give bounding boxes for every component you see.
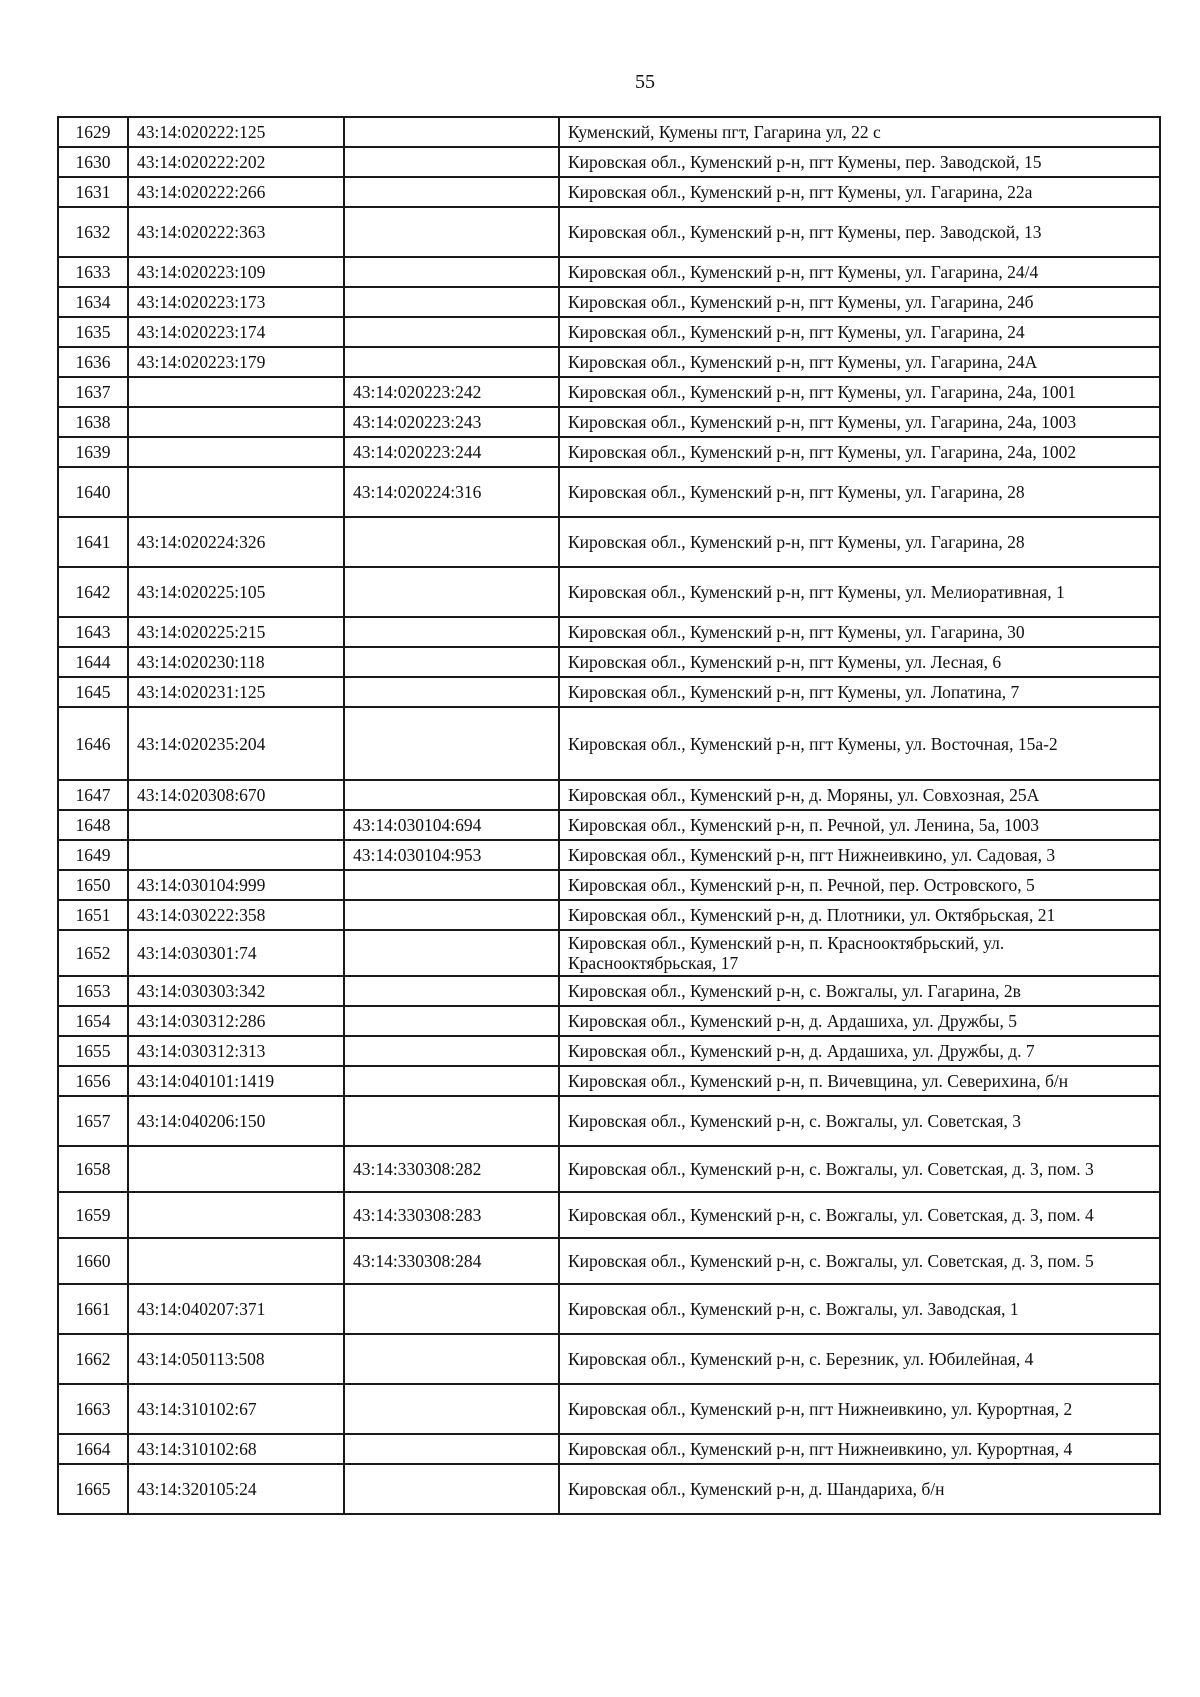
cadastral-number-cell bbox=[128, 840, 344, 870]
premises-cadastral-number-cell bbox=[344, 1036, 559, 1066]
address-cell: Кировская обл., Куменский р-н, с. Вожгалы, ул. Гагарина, 2в bbox=[559, 976, 1160, 1006]
table-row bbox=[58, 900, 1160, 930]
premises-cadastral-number-cell bbox=[344, 1464, 559, 1514]
row-number-cell: 1640 bbox=[58, 467, 128, 517]
cadastral-number-cell: 43:14:030312:286 bbox=[128, 1006, 344, 1036]
page-number: 55 bbox=[635, 71, 655, 93]
address-cell: Кировская обл., Куменский р-н, п. Вичевщина, ул. Северихина, б/н bbox=[559, 1066, 1160, 1096]
premises-cadastral-number-cell bbox=[344, 976, 559, 1006]
table-row bbox=[58, 207, 1160, 257]
premises-cadastral-number-cell bbox=[344, 147, 559, 177]
table-row bbox=[58, 147, 1160, 177]
premises-cadastral-number-cell bbox=[344, 870, 559, 900]
row-number-cell: 1630 bbox=[58, 147, 128, 177]
table-row bbox=[58, 647, 1160, 677]
premises-cadastral-number-cell bbox=[344, 207, 559, 257]
address-cell: Кировская обл., Куменский р-н, с. Березник, ул. Юбилейная, 4 bbox=[559, 1334, 1160, 1384]
address-cell: Кировская обл., Куменский р-н, пгт Нижнеивкино, ул. Курортная, 2 bbox=[559, 1384, 1160, 1434]
premises-cadastral-number-cell bbox=[344, 677, 559, 707]
premises-cadastral-number-cell bbox=[344, 1284, 559, 1334]
address-cell: Кировская обл., Куменский р-н, пгт Кумены, пер. Заводской, 13 bbox=[559, 207, 1160, 257]
table-row bbox=[58, 517, 1160, 567]
cadastral-number-cell: 43:14:310102:68 bbox=[128, 1434, 344, 1464]
premises-cadastral-number-cell bbox=[344, 930, 559, 976]
cadastral-number-cell bbox=[128, 377, 344, 407]
table-row bbox=[58, 1434, 1160, 1464]
row-number-cell: 1648 bbox=[58, 810, 128, 840]
table-row bbox=[58, 317, 1160, 347]
cadastral-number-cell: 43:14:030222:358 bbox=[128, 900, 344, 930]
table-row bbox=[58, 810, 1160, 840]
address-cell: Кировская обл., Куменский р-н, пгт Кумены, ул. Гагарина, 24 bbox=[559, 317, 1160, 347]
address-cell: Кировская обл., Куменский р-н, пгт Кумены, ул. Гагарина, 24а, 1003 bbox=[559, 407, 1160, 437]
premises-cadastral-number-cell bbox=[344, 1006, 559, 1036]
address-cell: Кировская обл., Куменский р-н, п. Речной, пер. Островского, 5 bbox=[559, 870, 1160, 900]
cadastral-number-cell: 43:14:030301:74 bbox=[128, 930, 344, 976]
premises-cadastral-number-cell bbox=[344, 517, 559, 567]
table-row bbox=[58, 1192, 1160, 1238]
row-number-cell: 1657 bbox=[58, 1096, 128, 1146]
address-cell: Кировская обл., Куменский р-н, пгт Кумены, ул. Гагарина, 22а bbox=[559, 177, 1160, 207]
cadastral-number-cell: 43:14:020223:173 bbox=[128, 287, 344, 317]
table-row bbox=[58, 677, 1160, 707]
row-number-cell: 1635 bbox=[58, 317, 128, 347]
premises-cadastral-number-cell bbox=[344, 567, 559, 617]
table-row bbox=[58, 930, 1160, 976]
row-number-cell: 1656 bbox=[58, 1066, 128, 1096]
premises-cadastral-number-cell bbox=[344, 707, 559, 780]
cadastral-number-cell: 43:14:020222:266 bbox=[128, 177, 344, 207]
cadastral-number-cell bbox=[128, 407, 344, 437]
table-row bbox=[58, 707, 1160, 780]
table-row bbox=[58, 840, 1160, 870]
address-cell: Кировская обл., Куменский р-н, д. Ардашиха, ул. Дружбы, 5 bbox=[559, 1006, 1160, 1036]
address-cell: Кировская обл., Куменский р-н, пгт Кумены, ул. Гагарина, 28 bbox=[559, 517, 1160, 567]
row-number-cell: 1663 bbox=[58, 1384, 128, 1434]
premises-cadastral-number-cell: 43:14:330308:283 bbox=[344, 1192, 559, 1238]
cadastral-number-cell: 43:14:030312:313 bbox=[128, 1036, 344, 1066]
row-number-cell: 1655 bbox=[58, 1036, 128, 1066]
address-cell: Кировская обл., Куменский р-н, д. Моряны, ул. Совхозная, 25А bbox=[559, 780, 1160, 810]
table-row bbox=[58, 1006, 1160, 1036]
table-row bbox=[58, 1464, 1160, 1514]
table-row bbox=[58, 1066, 1160, 1096]
cadastral-number-cell: 43:14:020225:215 bbox=[128, 617, 344, 647]
premises-cadastral-number-cell bbox=[344, 287, 559, 317]
cadastral-number-cell: 43:14:020222:202 bbox=[128, 147, 344, 177]
address-cell: Кировская обл., Куменский р-н, пгт Кумены, пер. Заводской, 15 bbox=[559, 147, 1160, 177]
cadastral-number-cell bbox=[128, 1146, 344, 1192]
address-cell: Кировская обл., Куменский р-н, пгт Кумены, ул. Лопатина, 7 bbox=[559, 677, 1160, 707]
row-number-cell: 1636 bbox=[58, 347, 128, 377]
cadastral-number-cell: 43:14:030104:999 bbox=[128, 870, 344, 900]
cadastral-number-cell: 43:14:020235:204 bbox=[128, 707, 344, 780]
cadastral-number-cell: 43:14:320105:24 bbox=[128, 1464, 344, 1514]
table-row bbox=[58, 407, 1160, 437]
table-row bbox=[58, 1096, 1160, 1146]
premises-cadastral-number-cell: 43:14:030104:953 bbox=[344, 840, 559, 870]
premises-cadastral-number-cell bbox=[344, 1334, 559, 1384]
row-number-cell: 1638 bbox=[58, 407, 128, 437]
premises-cadastral-number-cell bbox=[344, 1066, 559, 1096]
address-cell: Кировская обл., Куменский р-н, д. Ардашиха, ул. Дружбы, д. 7 bbox=[559, 1036, 1160, 1066]
premises-cadastral-number-cell bbox=[344, 177, 559, 207]
row-number-cell: 1654 bbox=[58, 1006, 128, 1036]
address-cell: Кировская обл., Куменский р-н, п. Речной, ул. Ленина, 5а, 1003 bbox=[559, 810, 1160, 840]
row-number-cell: 1650 bbox=[58, 870, 128, 900]
row-number-cell: 1643 bbox=[58, 617, 128, 647]
row-number-cell: 1647 bbox=[58, 780, 128, 810]
address-cell: Кировская обл., Куменский р-н, с. Вожгалы, ул. Заводская, 1 bbox=[559, 1284, 1160, 1334]
table-row bbox=[58, 1146, 1160, 1192]
row-number-cell: 1642 bbox=[58, 567, 128, 617]
cadastral-number-cell: 43:14:020223:174 bbox=[128, 317, 344, 347]
premises-cadastral-number-cell bbox=[344, 780, 559, 810]
premises-cadastral-number-cell bbox=[344, 647, 559, 677]
address-cell: Кировская обл., Куменский р-н, пгт Кумены, ул. Гагарина, 28 bbox=[559, 467, 1160, 517]
cadastral-number-cell: 43:14:020308:670 bbox=[128, 780, 344, 810]
table-row bbox=[58, 1238, 1160, 1284]
cadastral-number-cell: 43:14:050113:508 bbox=[128, 1334, 344, 1384]
premises-cadastral-number-cell: 43:14:330308:284 bbox=[344, 1238, 559, 1284]
table-body bbox=[58, 117, 1160, 1514]
row-number-cell: 1641 bbox=[58, 517, 128, 567]
address-cell: Кировская обл., Куменский р-н, с. Вожгалы, ул. Советская, д. 3, пом. 3 bbox=[559, 1146, 1160, 1192]
address-cell: Кировская обл., Куменский р-н, пгт Кумены, ул. Лесная, 6 bbox=[559, 647, 1160, 677]
row-number-cell: 1639 bbox=[58, 437, 128, 467]
table-row bbox=[58, 780, 1160, 810]
cadastral-number-cell: 43:14:020225:105 bbox=[128, 567, 344, 617]
cadastral-number-cell: 43:14:020223:179 bbox=[128, 347, 344, 377]
address-cell: Кировская обл., Куменский р-н, пгт Кумены, ул. Восточная, 15а-2 bbox=[559, 707, 1160, 780]
address-cell: Кировская обл., Куменский р-н, с. Вожгалы, ул. Советская, 3 bbox=[559, 1096, 1160, 1146]
cadastral-number-cell: 43:14:040206:150 bbox=[128, 1096, 344, 1146]
row-number-cell: 1665 bbox=[58, 1464, 128, 1514]
premises-cadastral-number-cell: 43:14:330308:282 bbox=[344, 1146, 559, 1192]
row-number-cell: 1649 bbox=[58, 840, 128, 870]
cadastral-number-cell bbox=[128, 1192, 344, 1238]
table-row bbox=[58, 117, 1160, 147]
cadastral-number-cell: 43:14:030303:342 bbox=[128, 976, 344, 1006]
row-number-cell: 1637 bbox=[58, 377, 128, 407]
row-number-cell: 1659 bbox=[58, 1192, 128, 1238]
cadastral-number-cell: 43:14:020222:363 bbox=[128, 207, 344, 257]
table-row bbox=[58, 976, 1160, 1006]
address-cell: Кировская обл., Куменский р-н, пгт Кумены, ул. Гагарина, 30 bbox=[559, 617, 1160, 647]
premises-cadastral-number-cell: 43:14:020224:316 bbox=[344, 467, 559, 517]
table-row bbox=[58, 347, 1160, 377]
premises-cadastral-number-cell bbox=[344, 617, 559, 647]
table-row bbox=[58, 1334, 1160, 1384]
cadastral-number-cell: 43:14:020231:125 bbox=[128, 677, 344, 707]
premises-cadastral-number-cell bbox=[344, 257, 559, 287]
address-cell: Кировская обл., Куменский р-н, с. Вожгалы, ул. Советская, д. 3, пом. 4 bbox=[559, 1192, 1160, 1238]
cadastral-number-cell: 43:14:020230:118 bbox=[128, 647, 344, 677]
address-cell: Кировская обл., Куменский р-н, пгт Нижнеивкино, ул. Садовая, 3 bbox=[559, 840, 1160, 870]
premises-cadastral-number-cell: 43:14:030104:694 bbox=[344, 810, 559, 840]
row-number-cell: 1660 bbox=[58, 1238, 128, 1284]
premises-cadastral-number-cell bbox=[344, 117, 559, 147]
address-cell: Кировская обл., Куменский р-н, пгт Нижнеивкино, ул. Курортная, 4 bbox=[559, 1434, 1160, 1464]
table-row bbox=[58, 617, 1160, 647]
premises-cadastral-number-cell bbox=[344, 1434, 559, 1464]
address-cell: Кировская обл., Куменский р-н, пгт Кумены, ул. Гагарина, 24а, 1001 bbox=[559, 377, 1160, 407]
premises-cadastral-number-cell: 43:14:020223:243 bbox=[344, 407, 559, 437]
table-row bbox=[58, 1384, 1160, 1434]
row-number-cell: 1644 bbox=[58, 647, 128, 677]
cadastral-number-cell: 43:14:040207:371 bbox=[128, 1284, 344, 1334]
table-row bbox=[58, 467, 1160, 517]
row-number-cell: 1631 bbox=[58, 177, 128, 207]
premises-cadastral-number-cell bbox=[344, 1096, 559, 1146]
premises-cadastral-number-cell bbox=[344, 347, 559, 377]
cadastral-number-cell bbox=[128, 437, 344, 467]
cadastral-number-cell bbox=[128, 810, 344, 840]
row-number-cell: 1645 bbox=[58, 677, 128, 707]
table-row bbox=[58, 1284, 1160, 1334]
address-cell: Кировская обл., Куменский р-н, п. Краснооктябрьский, ул. Краснооктябрьская, 17 bbox=[559, 930, 1160, 976]
address-cell: Кировская обл., Куменский р-н, пгт Кумены, ул. Гагарина, 24б bbox=[559, 287, 1160, 317]
row-number-cell: 1629 bbox=[58, 117, 128, 147]
row-number-cell: 1662 bbox=[58, 1334, 128, 1384]
address-cell: Кировская обл., Куменский р-н, пгт Кумены, ул. Гагарина, 24/4 bbox=[559, 257, 1160, 287]
address-cell: Кировская обл., Куменский р-н, пгт Кумены, ул. Гагарина, 24а, 1002 bbox=[559, 437, 1160, 467]
cadastral-number-cell: 43:14:020224:326 bbox=[128, 517, 344, 567]
address-cell: Кировская обл., Куменский р-н, д. Шандариха, б/н bbox=[559, 1464, 1160, 1514]
table-row bbox=[58, 1036, 1160, 1066]
table-row bbox=[58, 177, 1160, 207]
address-cell: Кировская обл., Куменский р-н, с. Вожгалы, ул. Советская, д. 3, пом. 5 bbox=[559, 1238, 1160, 1284]
row-number-cell: 1652 bbox=[58, 930, 128, 976]
cadastral-number-cell: 43:14:310102:67 bbox=[128, 1384, 344, 1434]
table-row bbox=[58, 287, 1160, 317]
row-number-cell: 1633 bbox=[58, 257, 128, 287]
row-number-cell: 1634 bbox=[58, 287, 128, 317]
table-row bbox=[58, 567, 1160, 617]
table-row bbox=[58, 870, 1160, 900]
premises-cadastral-number-cell: 43:14:020223:244 bbox=[344, 437, 559, 467]
address-cell: Кировская обл., Куменский р-н, пгт Кумены, ул. Гагарина, 24А bbox=[559, 347, 1160, 377]
row-number-cell: 1658 bbox=[58, 1146, 128, 1192]
row-number-cell: 1651 bbox=[58, 900, 128, 930]
premises-cadastral-number-cell bbox=[344, 317, 559, 347]
cadastral-number-cell bbox=[128, 1238, 344, 1284]
address-cell: Куменский, Кумены пгт, Гагарина ул, 22 с bbox=[559, 117, 1160, 147]
row-number-cell: 1646 bbox=[58, 707, 128, 780]
row-number-cell: 1661 bbox=[58, 1284, 128, 1334]
row-number-cell: 1632 bbox=[58, 207, 128, 257]
premises-cadastral-number-cell bbox=[344, 900, 559, 930]
cadastral-number-cell: 43:14:020222:125 bbox=[128, 117, 344, 147]
cadastral-number-cell: 43:14:020223:109 bbox=[128, 257, 344, 287]
row-number-cell: 1664 bbox=[58, 1434, 128, 1464]
premises-cadastral-number-cell: 43:14:020223:242 bbox=[344, 377, 559, 407]
cadastral-number-cell bbox=[128, 467, 344, 517]
cadastral-number-cell: 43:14:040101:1419 bbox=[128, 1066, 344, 1096]
address-cell: Кировская обл., Куменский р-н, пгт Кумены, ул. Мелиоративная, 1 bbox=[559, 567, 1160, 617]
table-row bbox=[58, 257, 1160, 287]
row-number-cell: 1653 bbox=[58, 976, 128, 1006]
premises-cadastral-number-cell bbox=[344, 1384, 559, 1434]
table-row bbox=[58, 437, 1160, 467]
property-registry-table bbox=[57, 116, 1161, 1515]
table-row bbox=[58, 377, 1160, 407]
address-cell: Кировская обл., Куменский р-н, д. Плотники, ул. Октябрьская, 21 bbox=[559, 900, 1160, 930]
